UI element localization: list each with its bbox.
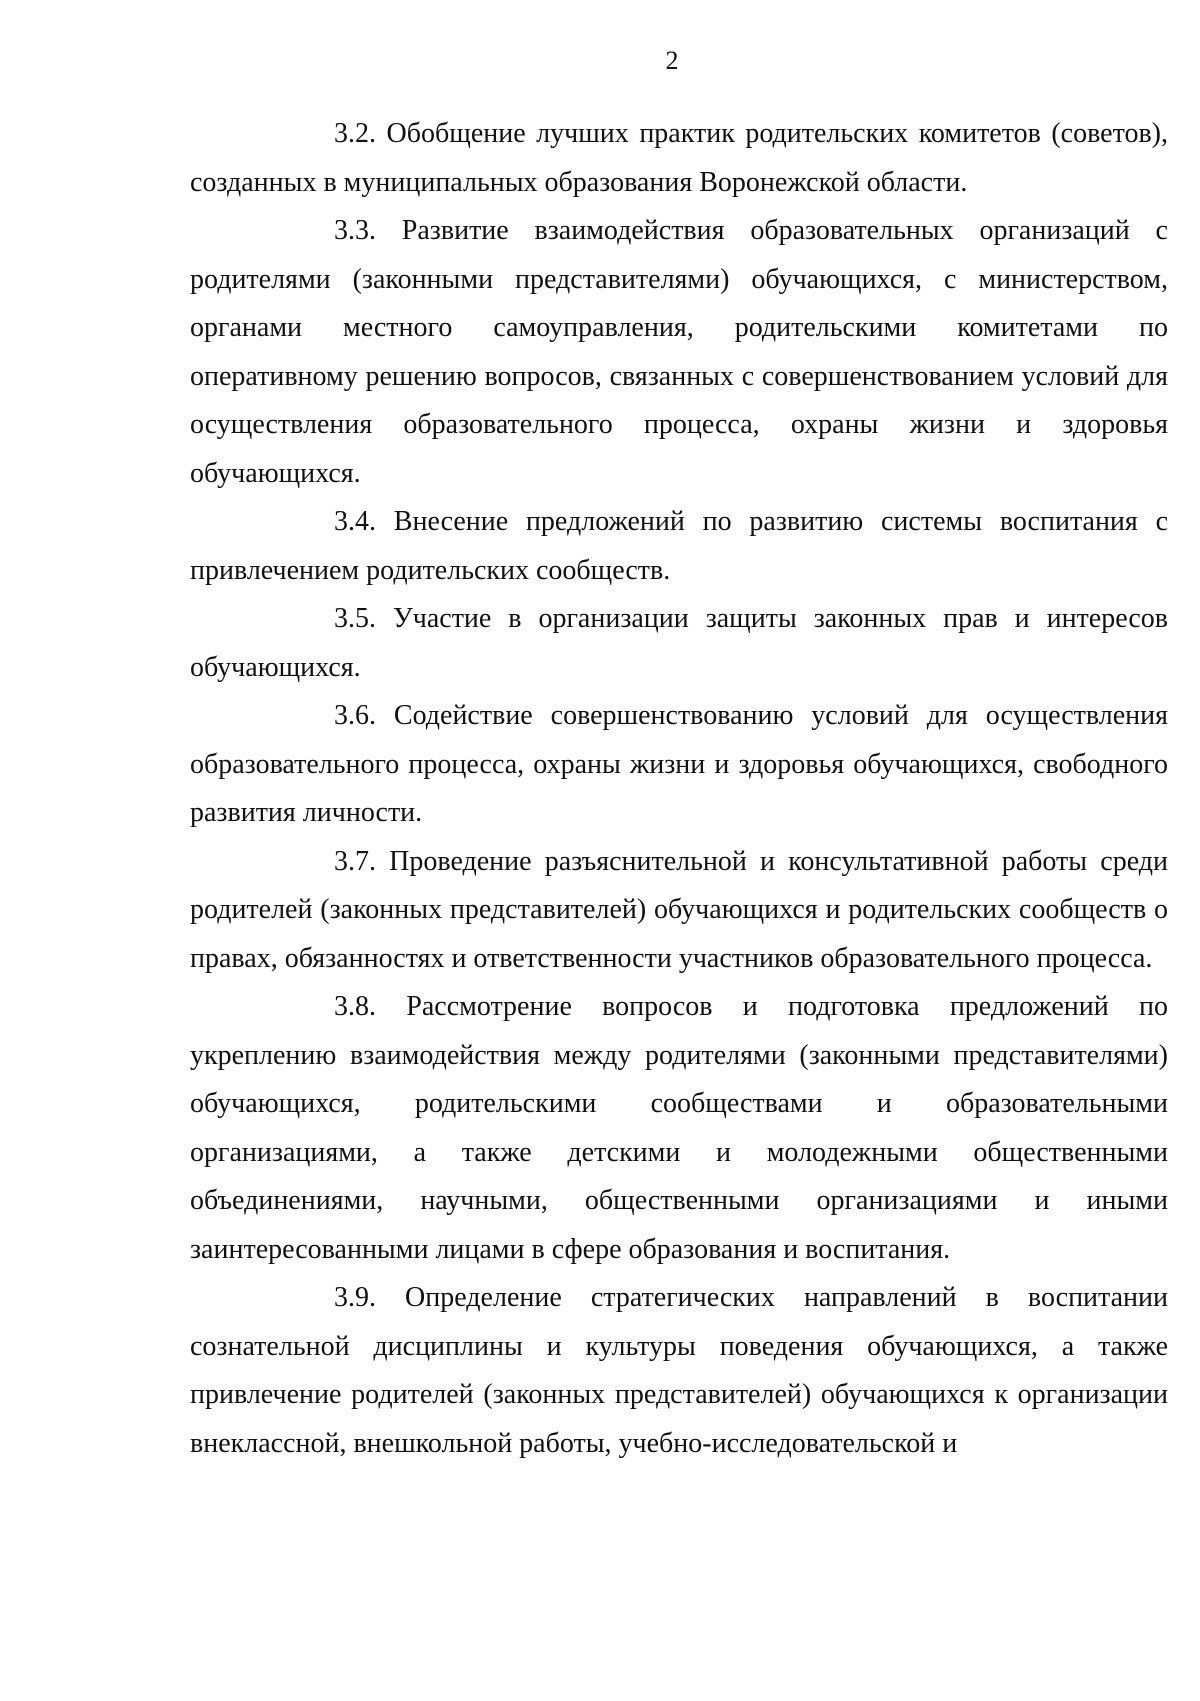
paragraph-text: Участие в организации защиты законных прав и интересов обучающихся.: [190, 603, 1168, 683]
paragraph-3-5: [190, 595, 1168, 692]
paragraph-3-4: [190, 498, 1168, 595]
paragraph-3-6: [190, 692, 1168, 838]
document-body: [190, 110, 1168, 1468]
paragraph-text: Определение стратегических направлений в воспитании сознательной дисциплины и культуры поведения обучающихся, а также привлечение родителей (законных представителей) обучающихся к организации внеклассной, внешкольной работы, учебно-исследовательской и: [190, 1282, 1168, 1459]
paragraph-number: 3.8.: [334, 991, 376, 1022]
paragraph-text: Содействие совершенствованию условий для осуществления образовательного процесса, охраны жизни и здоровья обучающихся, свободного развития личности.: [190, 700, 1168, 828]
paragraph-text: Рассмотрение вопросов и подготовка предложений по укреплению взаимодействия между родителями (законными представителями) обучающихся, родительскими сообществами и образовательными организациями, а также детскими и молодежными общественными объединениями, научными, общественными организациями и иными заинтересованными лицами в сфере образования и воспитания.: [190, 991, 1168, 1265]
paragraph-3-2: [190, 110, 1168, 207]
paragraph-text: Обобщение лучших практик родительских комитетов (советов), созданных в муниципальных образования Воронежской области.: [190, 118, 1169, 198]
paragraph-number: 3.6.: [334, 700, 376, 731]
paragraph-3-7: [190, 838, 1168, 984]
paragraph-number: 3.4.: [334, 506, 376, 537]
paragraph-number: 3.7.: [334, 845, 376, 877]
paragraph-number: 3.2.: [334, 118, 376, 149]
paragraph-text: Развитие взаимодействия образовательных организаций с родителями (законными представителями) обучающихся, с министерством, органами местного самоуправления, родительскими комитетами по оперативному решению вопросов, связанных с совершенствованием условий для осуществления образовательного процесса, охраны жизни и здоровья обучающихся.: [190, 215, 1168, 489]
paragraph-3-3: [190, 207, 1168, 498]
paragraph-text: Внесение предложений по развитию системы воспитания с привлечением родительских сообществ.: [190, 506, 1168, 586]
paragraph-number: 3.3.: [334, 215, 376, 246]
paragraph-3-8: [190, 983, 1168, 1274]
paragraph-text: Проведение разъяснительной и консультативной работы среди родителей (законных представителей) обучающихся и родительских сообществ о правах, обязанностях и ответственности участников образовательного процесса.: [190, 845, 1168, 974]
paragraph-3-9: [190, 1274, 1168, 1468]
paragraph-number: 3.5.: [334, 603, 376, 634]
page-number: 2: [665, 46, 679, 75]
paragraph-number: 3.9.: [334, 1282, 376, 1313]
